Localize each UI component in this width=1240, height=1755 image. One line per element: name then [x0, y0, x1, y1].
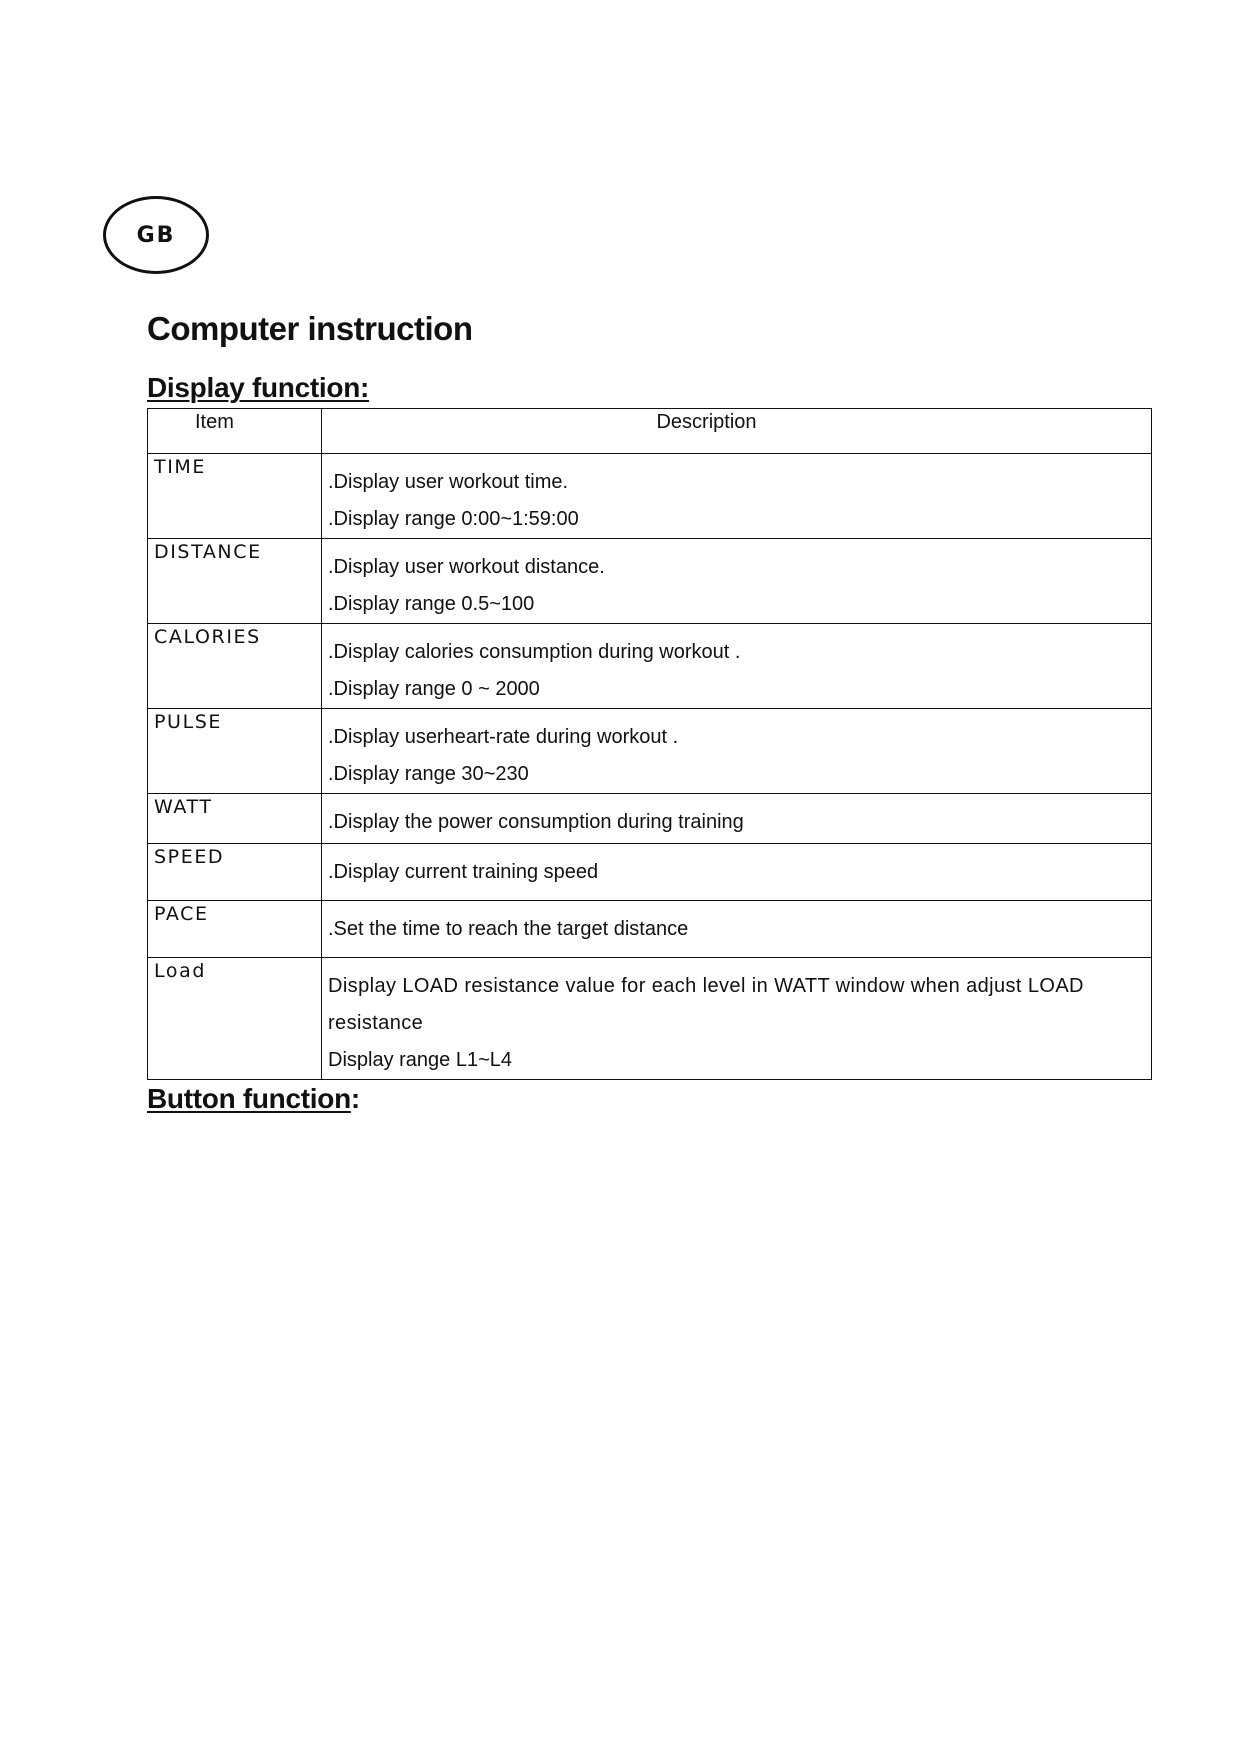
- display-function-heading-colon: :: [360, 372, 370, 403]
- description-line: .Display user workout time.: [328, 471, 569, 493]
- country-badge-gb: [103, 196, 209, 274]
- description-line: .Display calories consumption during workout .: [328, 641, 741, 663]
- display-function-table: [147, 408, 1152, 1080]
- table-row-pace: [148, 901, 1152, 958]
- table-row-pulse: [148, 709, 1152, 794]
- item-cell: WATT: [148, 794, 322, 844]
- button-function-heading-colon: :: [350, 1083, 360, 1114]
- table-row-speed: [148, 844, 1152, 901]
- description-cell: [322, 958, 1152, 1080]
- item-cell: SPEED: [148, 844, 322, 901]
- description-line: .Display range 0.5~100: [328, 593, 535, 615]
- page-title: Computer instruction: [147, 310, 473, 347]
- description-cell: [322, 709, 1152, 794]
- description-line: resistance: [328, 1012, 424, 1034]
- description-line: .Display user workout distance.: [328, 556, 605, 578]
- description-column-header: Description: [322, 409, 1152, 454]
- table-row-calories: [148, 624, 1152, 709]
- description-cell: [322, 454, 1152, 539]
- item-cell: DISTANCE: [148, 539, 322, 624]
- description-cell: [322, 844, 1152, 901]
- table-header-row: [148, 409, 1152, 454]
- description-line: .Display range 30~230: [328, 763, 529, 785]
- description-line: .Display current training speed: [328, 861, 599, 883]
- description-line: .Display userheart-rate during workout .: [328, 726, 679, 748]
- item-cell: Load: [148, 958, 322, 1080]
- description-line: Display LOAD resistance value for each level in WATT window when adjust LOAD: [328, 975, 1084, 997]
- table-row-distance: [148, 539, 1152, 624]
- table-row-load: [148, 958, 1152, 1080]
- button-function-heading-text: Button function: [147, 1083, 351, 1114]
- display-function-heading-text: Display function: [147, 372, 360, 403]
- description-line: Display range L1~L4: [328, 1049, 513, 1071]
- table-row-watt: [148, 794, 1152, 844]
- description-line: .Display the power consumption during training: [328, 811, 744, 833]
- description-cell: [322, 794, 1152, 844]
- description-line: .Set the time to reach the target distance: [328, 918, 689, 940]
- display-function-heading: [147, 372, 369, 404]
- button-function-heading: [147, 1083, 360, 1115]
- description-line: .Display range 0 ~ 2000: [328, 678, 540, 700]
- item-cell: PACE: [148, 901, 322, 958]
- item-cell: PULSE: [148, 709, 322, 794]
- item-cell: CALORIES: [148, 624, 322, 709]
- description-cell: [322, 901, 1152, 958]
- item-column-header: Item: [148, 409, 322, 454]
- item-cell: TIME: [148, 454, 322, 539]
- table-row-time: [148, 454, 1152, 539]
- description-cell: [322, 624, 1152, 709]
- country-badge-label: GB: [136, 222, 176, 248]
- description-cell: [322, 539, 1152, 624]
- description-line: .Display range 0:00~1:59:00: [328, 508, 579, 530]
